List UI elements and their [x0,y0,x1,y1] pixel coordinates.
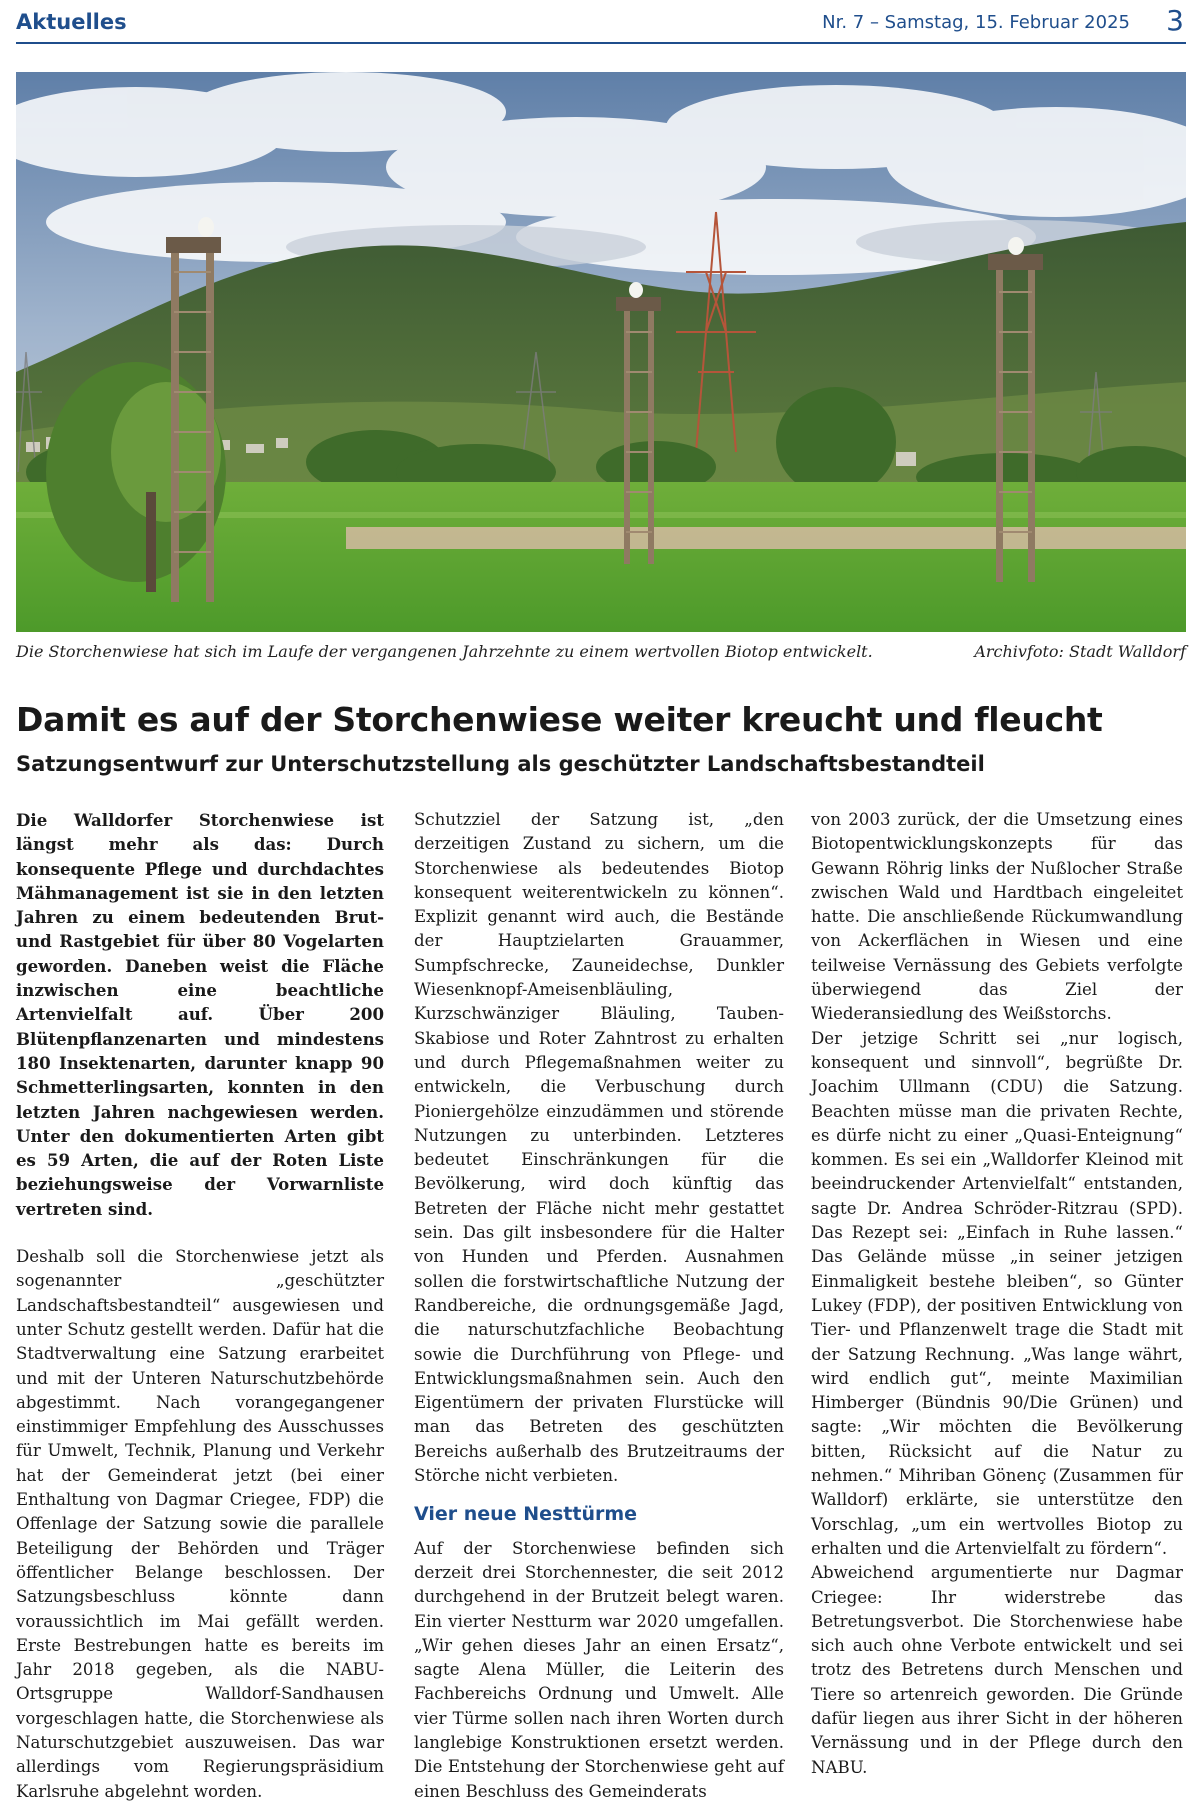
page-number: 3 [1166,4,1184,37]
photo-credit: Archivfoto: Stadt Walldorf [974,642,1186,661]
caption-text: Die Storchenwiese hat sich im Laufe der vergangenen Jahrzehnte zu einem wertvollen Biotop entwickelt. [16,642,873,661]
article-paragraph: Auf der Storchenwiese befinden sich derzeit drei Storchennester, die seit 2012 durchgehend in der Brutzeit belegt waren. Ein vierter Nestturm war 2020 umgefallen. „Wir gehen dieses Jahr an einen Ersatz“, sagte Alena Müller, die Leiterin des Fachbereichs Ordnung und Umwelt. Alle vier Türme sollen nach ihren Worten durch langlebige Konstruktionen ersetzt werden. Die Entstehung der Storchenwiese geht auf einen Beschluss des Gemeinderats [414,1538,784,1801]
section-label: Aktuelles [16,10,127,34]
article-column-1 [16,808,384,1804]
article-headline: Damit es auf der Storchenwiese weiter kreucht und fleucht [16,700,1103,739]
article-column-2 [414,808,784,1804]
article-subheadline: Satzungsentwurf zur Unterschutzstellung als geschützter Landschaftsbestandteil [16,752,985,776]
article-paragraph: Deshalb soll die Storchenwiese jetzt als sogenannter „geschützter Landschaftsbestandteil“ ausgewiesen und unter Schutz gestellt werden. Dafür hat die Stadtverwaltung eine Satzung erarbeitet und mit der Unteren Naturschutzbehörde abgestimmt. Nach vorangegangener einstimmiger Empfehlung des Ausschusses für Umwelt, Technik, Planung und Verkehr hat der Gemeinderat jetzt (bei einer Enthaltung von Dagmar Criegee, FDP) die Offenlage der Satzung sowie die parallele Beteiligung der Behörden und Träger öffentlicher Belange beschlossen. Der Satzungsbeschluss könnte dann voraussichtlich im Mai gefällt werden. Erste Bestrebungen hatte es bereits im Jahr 2018 gegeben, als die NABU-Ortsgruppe Walldorf-Sandhausen vorgeschlagen hatte, die Storchenwiese als Naturschutzgebiet auszuweisen. Das war allerdings vom Regierungspräsidium Karlsruhe abgelehnt worden. [16,1247,384,1801]
article-paragraph: von 2003 zurück, der die Umsetzung eines Biotopentwicklungskonzepts für das Gewann Röhrig links der Nußlocher Straße zwischen Wald und Hardtbach eingeleitet hatte. Die anschließende Rückumwandlung von Ackerflächen in Wiesen und eine teilweise Vernässung des Gebiets verfolgte überwiegend das Ziel der Wiederansiedlung des Weißstorchs. [811,810,1183,1024]
photo-caption [16,642,1186,668]
article-paragraph: Abweichend argumentierte nur Dagmar Criegee: Ihr widerstrebe das Betretungsverbot. Die Storchenwiese habe sich auch ohne Verbote entwickelt und sei trotz des Betretens durch Menschen und Tiere so artenreich geworden. Die Gründe dafür liegen aus ihrer Sicht in der höheren Vernässung und in der Pflege durch den NABU. [811,1563,1183,1777]
issue-info: Nr. 7 – Samstag, 15. Februar 2025 [822,12,1130,33]
article-paragraph: Der jetzige Schritt sei „nur logisch, konsequent und sinnvoll“, begrüßte Dr. Joachim Ullmann (CDU) die Satzung. Beachten müsse man die privaten Rechte, es dürfe nicht zu einer „Quasi-Enteignung“ kommen. Es sei ein „Walldorfer Kleinod mit beeindruckender Artenvielfalt“ entstanden, sagte Dr. Andrea Schröder-Ritzrau (SPD). Das Rezept sei: „Einfach in Ruhe lassen.“ Das Gelände müsse „in seiner jetzigen Einmaligkeit bestehe bleiben“, so Günter Lukey (FDP), der positiven Entwicklung von Tier- und Pflanzenwelt trage die Stadt mit der Satzung Rechnung. „Was lange währt, wird endlich gut“, meinte Maximilian Himberger (Bündnis 90/Die Grünen) und sagte: „Wir möchten die Bevölkerung bitten, Rücksicht auf die Natur zu nehmen.“ Mihriban Gönenç (Zusammen für Walldorf) erklärte, sie unterstütze den Vorschlag, „um ein wertvolles Biotop zu erhalten und die Artenvielfalt zu fördern“. [811,1028,1183,1558]
storchenwiese-photo [16,72,1186,632]
article-paragraph: Schutzziel der Satzung ist, „den derzeitigen Zustand zu sichern, um die Storchenwiese als bedeutendes Biotop konsequent weiterentwickeln zu können“. Explizit genannt wird auch, die Bestände der Hauptzielarten Grauammer, Sumpfschrecke, Zauneidechse, Dunkler Wiesenknopf-Ameisenbläuling, Kurzschwänziger Bläuling, Tauben-Skabiose und Roter Zahntrost zu erhalten und durch Pflegemaßnahmen weiter zu entwickeln, die Verbuschung durch Pioniergehölze einzudämmen und störende Nutzungen zu unterbinden. Letzteres bedeutet Einschränkungen für die Bevölkerung, wird doch künftig das Betreten der Fläche nicht mehr gestattet sein. Das gilt insbesondere für die Halter von Hunden und Pferden. Ausnahmen sollen die forstwirtschaftliche Nutzung der Randbereiche, die ordnungsgemäße Jagd, die naturschutzfachliche Beobachtung sowie die Durchführung von Pflege- und Entwicklungsmaßnahmen sein. Auch den Eigentümern der privaten Flurstücke will man das Betreten des geschützten Bereichs außerhalb des Brutzeitraums der Störche nicht verbieten. [414,810,784,1486]
article-subhead: Vier neue Nesttürme [414,1503,638,1526]
article-lead: Die Walldorfer Storchenwiese ist längst mehr als das: Durch konsequente Pflege und durchdachtes Mähmanagement ist sie in den letzten Jahren zu einem bedeutenden Brut- und Rastgebiet für über 80 Vogelarten geworden. Daneben weist die Fläche inzwischen eine beachtliche Artenvielfalt auf. Über 200 Blütenpflanzenarten und mindestens 180 Insektenarten, darunter knapp 90 Schmetterlingsarten, konnten in den letzten Jahren nachgewiesen werden. Unter den dokumentierten Arten gibt es 59 Arten, die auf der Roten Liste beziehungsweise der Vorwarnliste vertreten sind. [16,810,384,1219]
article-column-3 [811,808,1183,1780]
page-header [16,4,1186,44]
